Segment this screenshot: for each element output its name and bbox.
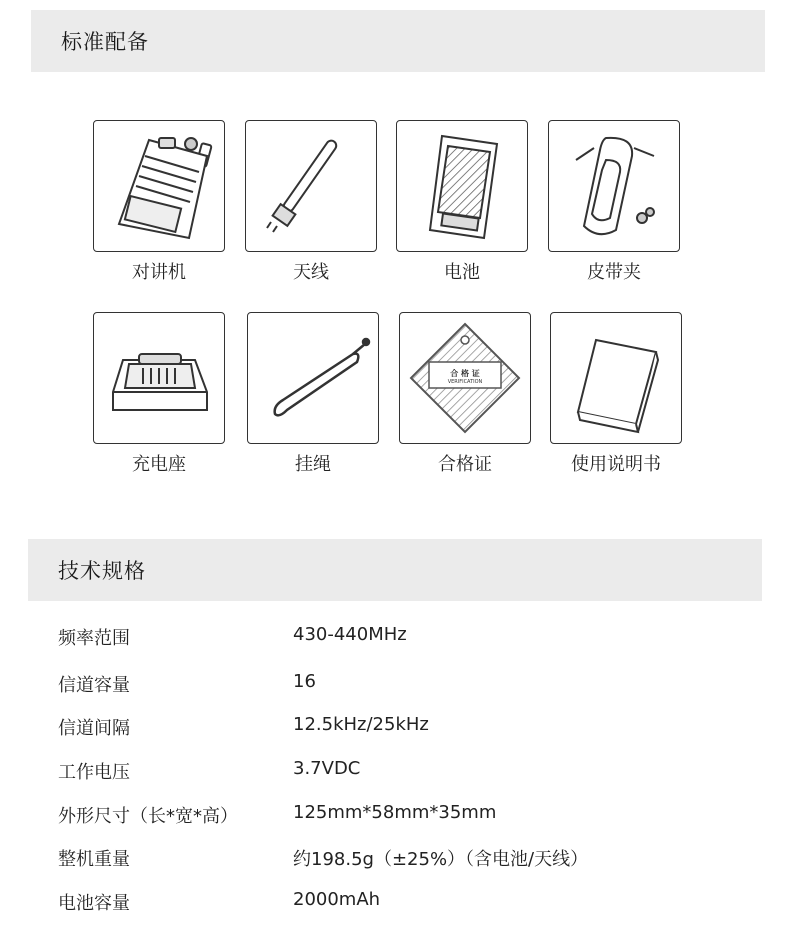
certificate-tag-text: 合 格 证 xyxy=(450,368,480,378)
spec-value: 3.7VDC xyxy=(293,758,361,779)
accessory-label: 充电座 xyxy=(132,454,186,475)
spec-row xyxy=(58,624,758,654)
spec-value: 430-440MHz xyxy=(293,624,407,645)
spec-key: 外形尺寸（长*宽*高） xyxy=(58,806,238,827)
accessory-label: 皮带夹 xyxy=(587,262,641,283)
spec-row xyxy=(58,802,758,832)
standard-config-header xyxy=(31,10,765,72)
spec-value: 16 xyxy=(293,671,316,692)
spec-key: 电池容量 xyxy=(58,893,130,914)
manual-icon xyxy=(550,312,682,444)
spec-key: 频率范围 xyxy=(58,628,130,649)
spec-value: 12.5kHz/25kHz xyxy=(293,714,429,735)
accessory-item-charging-dock xyxy=(91,312,227,476)
walkie-talkie-icon xyxy=(93,120,225,252)
tech-specs-title: 技术规格 xyxy=(58,559,146,583)
spec-row xyxy=(58,758,758,788)
accessory-label: 对讲机 xyxy=(132,262,186,283)
belt-clip-icon xyxy=(548,120,680,252)
accessory-label: 挂绳 xyxy=(295,454,331,475)
tech-specs-header xyxy=(28,539,762,601)
certificate-tag-icon xyxy=(399,312,531,444)
accessory-label: 电池 xyxy=(444,262,480,283)
accessory-item-antenna xyxy=(243,120,379,284)
spec-value: 约198.5g（±25%）（含电池/天线） xyxy=(293,849,589,870)
accessory-item-walkie-talkie xyxy=(91,120,227,284)
spec-row xyxy=(58,889,758,919)
battery-icon xyxy=(396,120,528,252)
spec-key: 工作电压 xyxy=(58,762,130,783)
spec-key: 信道间隔 xyxy=(58,718,130,739)
certificate-tag-subtext: VERIFICATION xyxy=(447,378,483,385)
lanyard-icon xyxy=(247,312,379,444)
accessory-item-manual xyxy=(548,312,684,476)
spec-row xyxy=(58,714,758,744)
antenna-icon xyxy=(245,120,377,252)
spec-value: 2000mAh xyxy=(293,889,381,910)
spec-key: 信道容量 xyxy=(58,675,130,696)
charging-dock-icon xyxy=(93,312,225,444)
accessory-label: 天线 xyxy=(293,262,329,283)
accessory-label: 使用说明书 xyxy=(571,454,661,475)
accessory-item-battery xyxy=(394,120,530,284)
accessory-label: 合格证 xyxy=(438,454,492,475)
standard-config-title: 标准配备 xyxy=(61,30,149,54)
accessory-item-certificate xyxy=(397,312,533,476)
accessory-item-lanyard xyxy=(245,312,381,476)
spec-value: 125mm*58mm*35mm xyxy=(293,802,497,823)
spec-key: 整机重量 xyxy=(58,849,130,870)
spec-row xyxy=(58,845,758,875)
accessory-item-belt-clip xyxy=(546,120,682,284)
spec-row xyxy=(58,671,758,701)
